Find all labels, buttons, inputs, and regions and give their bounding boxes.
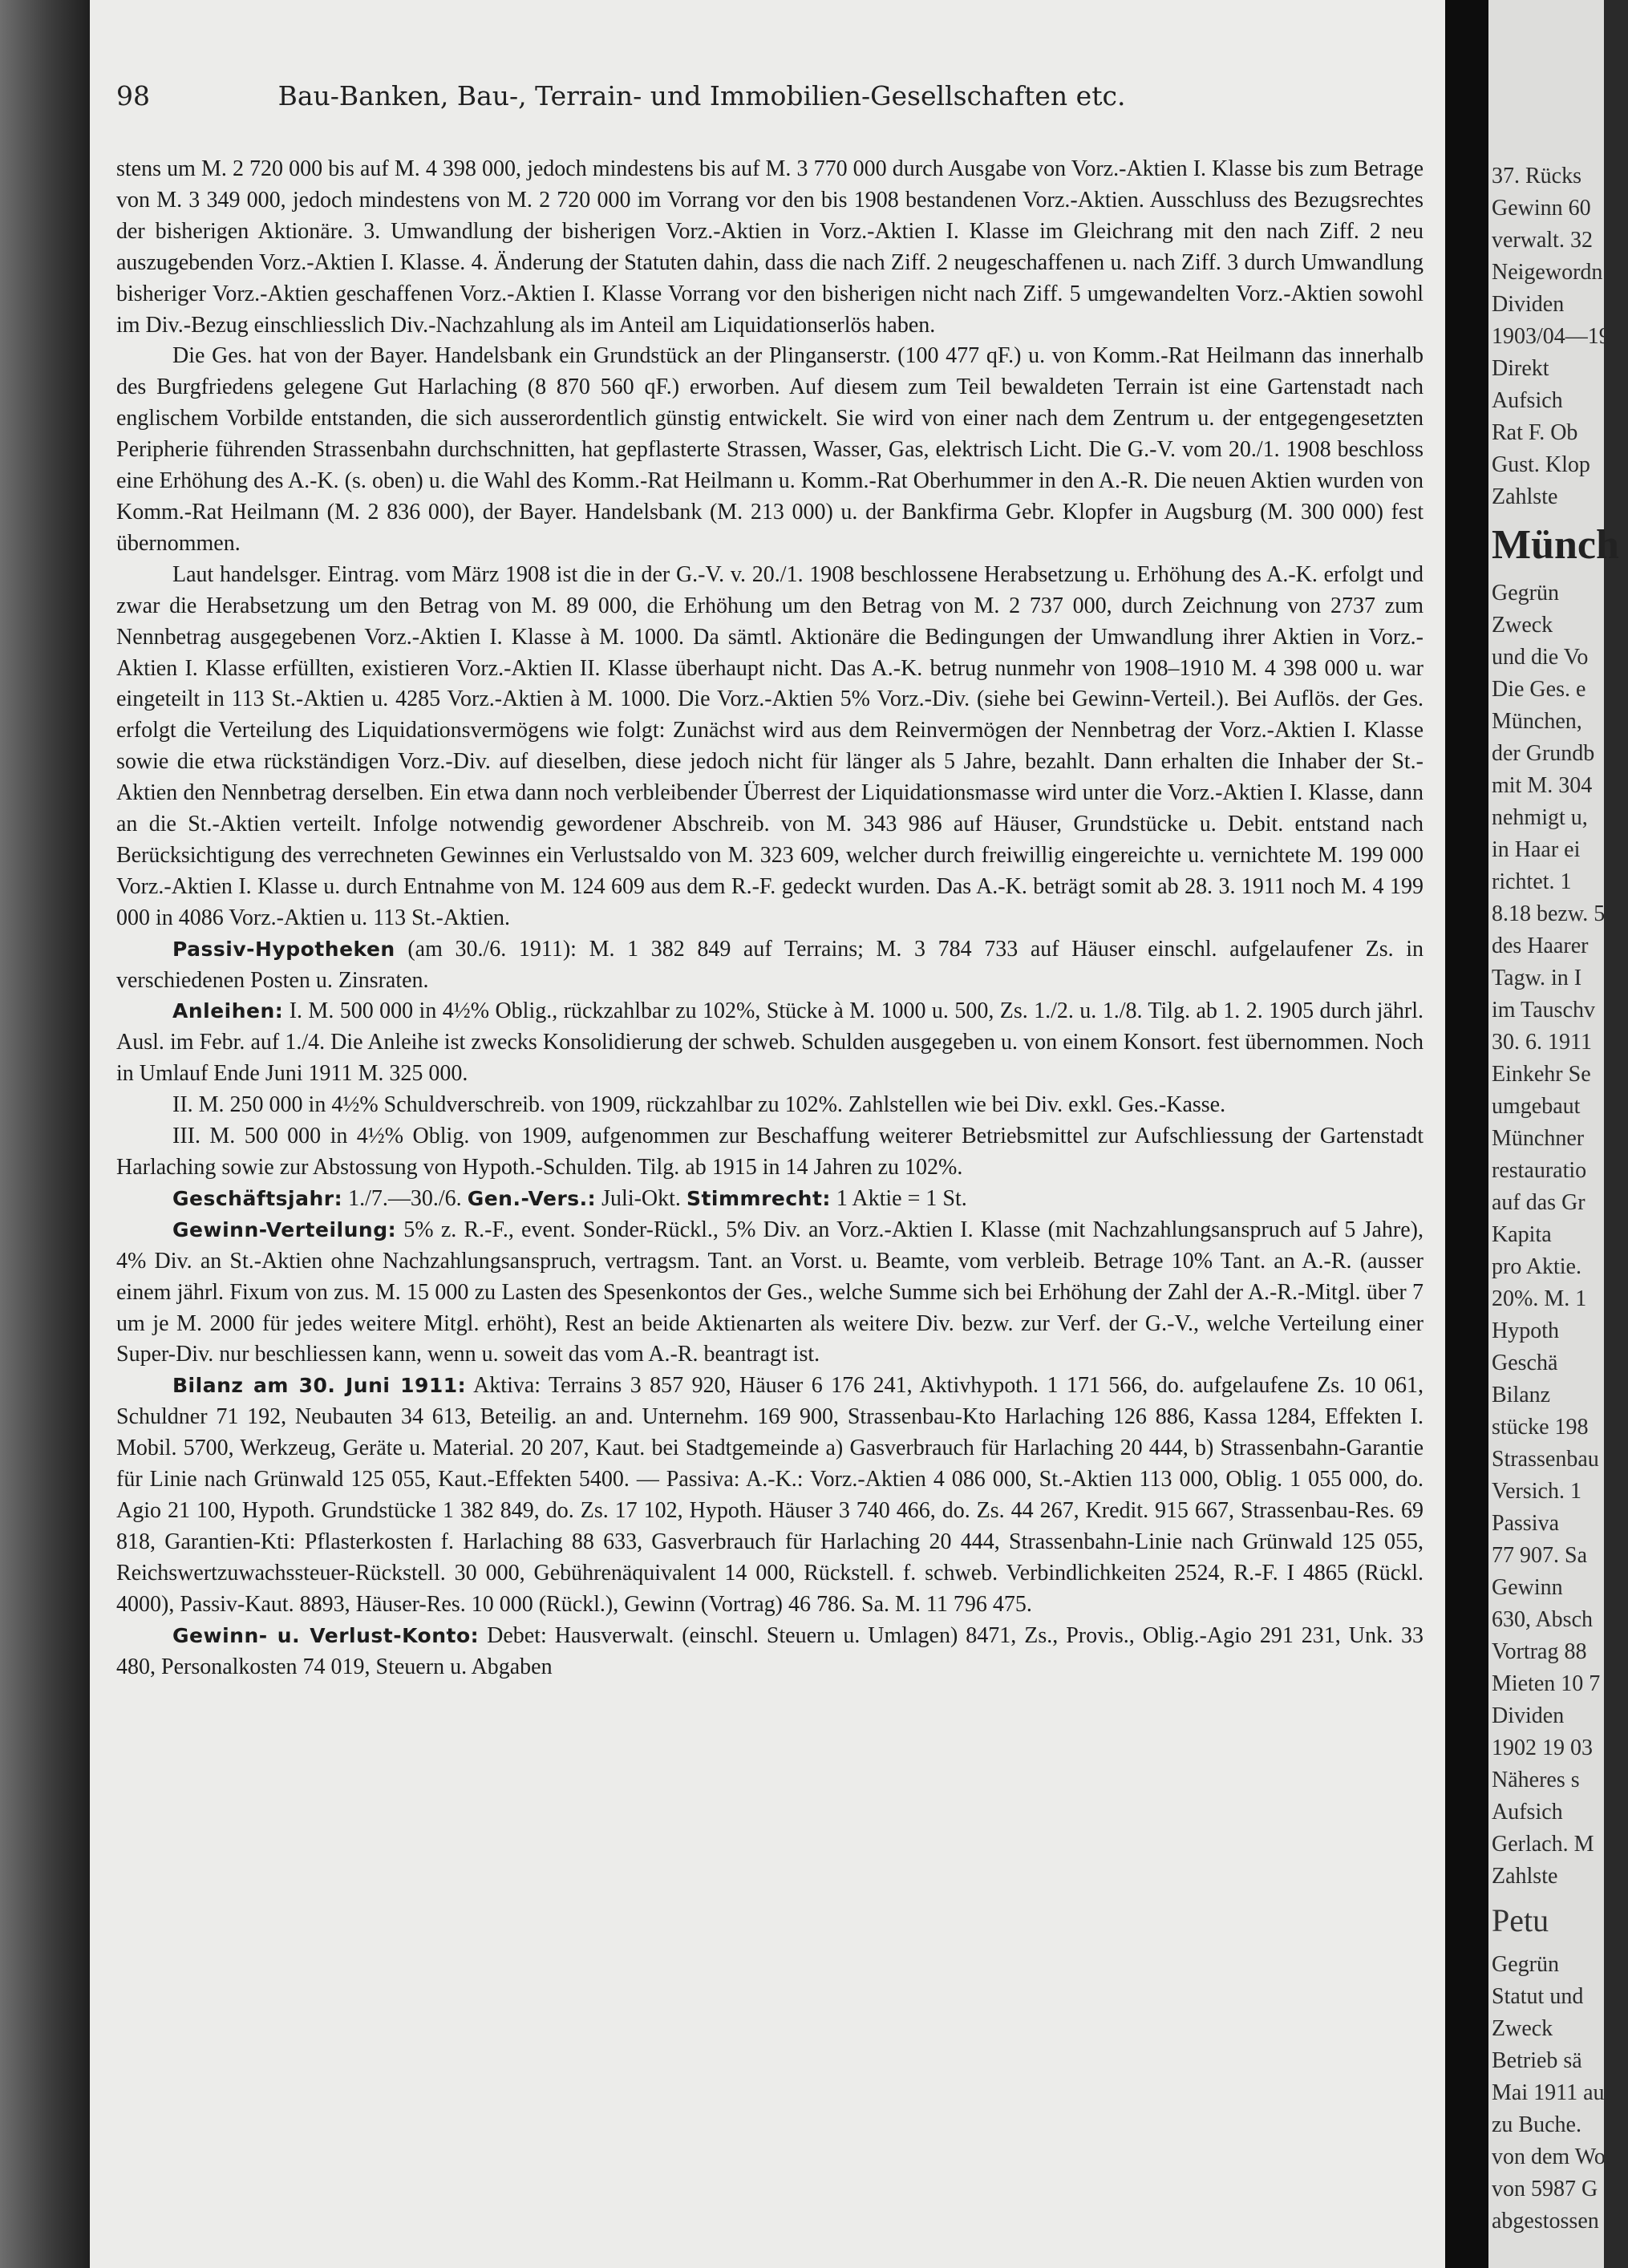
paragraph bbox=[116, 1621, 1423, 1683]
adjacent-page-line: Aufsich bbox=[1492, 388, 1563, 413]
section-keyword: Geschäftsjahr: bbox=[172, 1186, 343, 1210]
adjacent-page-line: pro Aktie. bbox=[1492, 1254, 1581, 1279]
paragraph bbox=[116, 154, 1423, 341]
adjacent-page-line: Zahlste bbox=[1492, 484, 1558, 509]
paragraph-text: 5% z. R.-F., event. Sonder-Rückl., 5% Div. an Vorz.-Aktien I. Klasse (mit Nachzahlungsanspruch auf 5 Jahre), 4% Div. an St.-Aktien ohne Nachzahlungsanspruch, vertragsm. Tant. an Vorst. u. Beamte, vom verbleib. Betrage 10% Tant. an A.-R. (ausser einem jährl. Fixum von zus. M. 15 000 zu Lasten des Spesenkontos der Ges., welche Summe sich bei Erhöhung der Zahl der A.-R.-Mitgl. über 7 um je M. 2000 für jedes weitere Mitgl. erhöht), Rest an beide Aktienarten als weitere Div. bezw. zur Verf. der G.-V., welche Verteilung einer Super-Div. nur beschliessen kann, wenn u. soweit das vom A.-R. beantragt ist. bbox=[116, 1217, 1423, 1367]
adjacent-page-line: 37. Rücks bbox=[1492, 164, 1581, 188]
paragraph-text: stens um M. 2 720 000 bis auf M. 4 398 000, jedoch mindestens bis auf M. 3 770 000 durch Ausgabe von Vorz.-Aktien I. Klasse bis zum Betrage von M. 3 349 000, jedoch mindestens von M. 2 720 000 im Vorrang vor den bis 1908 bestandenen Vorz.-Aktien. Ausschluss des Bezugsrechtes der bisherigen Aktionäre. 3. Umwandlung der bisherigen Vorz.-Aktien in Vorz.-Aktien I. Klasse im Gleichrang mit den nach Ziff. 2 neu auszugebenden Vorz.-Aktien I. Klasse. 4. Änderung der Statuten dahin, dass die nach Ziff. 2 neugeschaffenen u. nach Ziff. 3 durch Umwandlung bisheriger Vorz.-Aktien geschaffenen Vorz.-Aktien I. Klasse Vorrang vor den bisherigen nicht nach Ziff. 5 umgewandelten Vorz.-Aktien sowohl im Div.-Bezug einschliesslich Div.-Nachzahlung als im Anteil am Liquidationserlös haben. bbox=[116, 156, 1423, 338]
adjacent-page-line: von 5987 G bbox=[1492, 2177, 1598, 2201]
adjacent-page-line: Münch bbox=[1492, 522, 1619, 568]
paragraph bbox=[116, 1215, 1423, 1371]
adjacent-page-line: Näheres s bbox=[1492, 1768, 1580, 1792]
adjacent-page-line: Strassenbau bbox=[1492, 1447, 1599, 1472]
adjacent-page-line: Hypoth bbox=[1492, 1318, 1559, 1343]
adjacent-page-line: restauratio bbox=[1492, 1158, 1587, 1183]
paragraph-text: 1./7.—30./6. bbox=[342, 1185, 468, 1211]
adjacent-page-line: verwalt. 32 bbox=[1492, 228, 1593, 253]
paragraph bbox=[116, 996, 1423, 1090]
adjacent-page-line: Einkehr Se bbox=[1492, 1062, 1591, 1087]
paragraph-text: 1 Aktie = 1 St. bbox=[830, 1185, 967, 1211]
adjacent-page-line: im Tauschv bbox=[1492, 998, 1595, 1023]
adjacent-page-line: 20%. M. 1 bbox=[1492, 1286, 1587, 1311]
running-title: Bau-Banken, Bau-, Terrain- und Immobilien-Gesellschaften etc. bbox=[277, 80, 1126, 111]
section-keyword: Passiv-Hypotheken bbox=[172, 937, 395, 961]
adjacent-page-line: Mai 1911 au bbox=[1492, 2080, 1605, 2105]
book-spine-edge bbox=[0, 0, 90, 2268]
adjacent-page-line: Gerlach. M bbox=[1492, 1832, 1594, 1857]
adjacent-page-line: Gewinn 60 bbox=[1492, 196, 1591, 221]
adjacent-page-line: Gust. Klop bbox=[1492, 452, 1590, 477]
running-head bbox=[116, 80, 1287, 120]
adjacent-page-line: Betrieb sä bbox=[1492, 2048, 1582, 2073]
section-keyword: Gen.-Vers.: bbox=[467, 1186, 597, 1210]
paragraph-text: (am 30./6. 1911): M. 1 382 849 auf Terrains; M. 3 784 733 auf Häuser einschl. aufgelaufener Zs. in verschiedenen Posten u. Zinsraten. bbox=[116, 936, 1423, 993]
section-keyword: Stimmrecht: bbox=[686, 1186, 831, 1210]
adjacent-page-line: mit M. 304 bbox=[1492, 773, 1593, 798]
section-keyword: Gewinn- u. Verlust-Konto: bbox=[172, 1623, 480, 1647]
adjacent-page-line: Gegrün bbox=[1492, 1952, 1559, 1977]
adjacent-page-line: Neigewordn bbox=[1492, 260, 1603, 285]
section-keyword: Gewinn-Verteilung: bbox=[172, 1217, 397, 1241]
adjacent-page-line: Zweck bbox=[1492, 2016, 1553, 2041]
adjacent-page-line: Vortrag 88 bbox=[1492, 1639, 1587, 1664]
adjacent-page-line: der Grundb bbox=[1492, 741, 1595, 766]
adjacent-page-line: Dividen bbox=[1492, 292, 1565, 317]
adjacent-page bbox=[1488, 0, 1619, 2268]
adjacent-page-line: Zahlste bbox=[1492, 1864, 1558, 1889]
adjacent-page-line: Direkt bbox=[1492, 356, 1549, 381]
adjacent-page-line: Passiva bbox=[1492, 1511, 1559, 1536]
paragraph-text: Debet: Hausverwalt. (einschl. Steuern u. Umlagen) 8471, Zs., Provis., Oblig.-Agio 291 231, Unk. 33 480, Personalkosten 74 019, Steuern u. Abgaben bbox=[116, 1622, 1423, 1679]
paragraph bbox=[116, 560, 1423, 934]
section-keyword: Anleihen: bbox=[172, 999, 284, 1023]
adjacent-page-line: zu Buche. bbox=[1492, 2112, 1581, 2137]
paragraph bbox=[116, 1184, 1423, 1215]
adjacent-page-line: 630, Absch bbox=[1492, 1607, 1593, 1632]
adjacent-page-line: Geschä bbox=[1492, 1351, 1558, 1375]
section-keyword: Bilanz am 30. Juni 1911: bbox=[172, 1374, 467, 1398]
adjacent-page-line: nehmigt u, bbox=[1492, 805, 1588, 830]
adjacent-page-fragments bbox=[1492, 160, 1628, 2238]
adjacent-page-line: richtet. 1 bbox=[1492, 869, 1572, 894]
adjacent-page-line: 77 907. Sa bbox=[1492, 1543, 1587, 1568]
adjacent-page-line: stücke 198 bbox=[1492, 1415, 1589, 1440]
adjacent-page-line: Versich. 1 bbox=[1492, 1479, 1581, 1504]
adjacent-page-line: und die Vo bbox=[1492, 645, 1589, 670]
page-number: 98 bbox=[116, 80, 150, 111]
adjacent-page-line: Zweck bbox=[1492, 613, 1553, 638]
adjacent-page-line: Bilanz bbox=[1492, 1383, 1551, 1407]
paragraph-text: Laut handelsger. Eintrag. vom März 1908 ist die in der G.-V. v. 20./1. 1908 beschlossene Herabsetzung u. Erhöhung des A.-K. erfolgt und zwar die Herabsetzung um den Betrag von M. 89 000, die Erhöhung um den Betrag von M. 2 737 000, durch Zeichnung von 2737 zum Nennbetrag ausgegebenen Vorz.-Aktien I. Klasse à M. 1000. Da sämtl. Aktionäre die Bedingungen der Umwandlung ihrer Aktien in Vorz.-Aktien I. Klasse erfüllten, existieren Vorz.-Aktien II. Klasse überhaupt nicht. Das A.-K. betrug nunmehr von 1908–1910 M. 4 398 000 u. war eingeteilt in 113 St.-Aktien u. 4285 Vorz.-Aktien à M. 1000. Die Vorz.-Aktien 5% Vorz.-Div. (siehe bei Gewinn-Verteil.). Bei Auflös. der Ges. erfolgt die Verteilung des Liquidationsvermögens wie folgt: Zunächst wird aus dem Reinvermögen der Nennbetrag der Vorz.-Aktien I. Klasse sowie die etwa rückständigen Vorz.-Div. auf dieselben, diese jedoch nicht für länger als 5 Jahre, bezahlt. Dann erhalten die Inhaber der St.-Aktien den Nennbetrag derselben. Ein etwa dann noch verbleibender Überrest der Liquidationsmasse wird unter die Vorz.-Aktien I. Klasse, dann an die St.-Aktien verteilt. Infolge notwendig gewordener Abschreib. von M. 343 986 auf Häuser, Grundstücke u. Debit. entstand nach Berücksichtigung des verrechneten Gewinnes ein Verlustsaldo von M. 323 609, welcher durch freiwillig eingereichte u. vernichtete M. 199 000 Vorz.-Aktien I. Klasse u. durch Entnahme von M. 124 609 aus dem R.-F. gedeckt wurden. Das A.-K. beträgt somit ab 28. 3. 1911 noch M. 4 199 000 in 4086 Vorz.-Aktien u. 113 St.-Aktien. bbox=[116, 561, 1423, 930]
adjacent-page-line: Kapita bbox=[1492, 1222, 1552, 1247]
adjacent-page-line: Gewinn bbox=[1492, 1575, 1563, 1600]
paragraph-text: Aktiva: Terrains 3 857 920, Häuser 6 176 241, Aktivhypoth. 1 171 566, do. aufgelaufene Zs. 10 061, Schuldner 71 192, Neubauten 34 613, Beteilig. an and. Unternehm. 169 900, Strassenbau-Kto Harlaching 126 886, Kassa 1284, Effekten I. Mobil. 5700, Werkzeug, Geräte u. Material. 20 207, Kaut. bei Stadtgemeinde a) Gasverbrauch für Harlaching 20 444, b) Strassenbahn-Garantie für Linie nach Grünwald 125 055, Kaut.-Effekten 5400. — Passiva: A.-K.: Vorz.-Aktien 4 086 000, St.-Aktien 113 000, Oblig. 1 055 000, do. Agio 21 100, Hypoth. Grundstücke 1 382 849, do. Zs. 17 102, Hypoth. Häuser 3 740 466, do. Zs. 44 267, Kredit. 915 667, Strassenbau-Res. 69 818, Garantien-Kti: Pflasterkosten f. Harlaching 88 633, Gasverbrauch für Harlaching 20 444, Strassenbahn-Linie nach Grünwald 125 055, Reichswertzuwachssteuer-Rückstell. 30 000, Gebührenäquivalent 14 000, Rückstell. f. schweb. Verbindlichkeiten 2524, R.-F. I 4865 (Rückl. 4000), Passiv-Kaut. 8893, Häuser-Res. 10 000 (Rückl.), Gewinn (Vortrag) 46 786. Sa. M. 11 796 475. bbox=[116, 1373, 1423, 1617]
adjacent-page-line: Tagw. in I bbox=[1492, 966, 1582, 990]
paragraph-text: I. M. 500 000 in 4½% Oblig., rückzahlbar zu 102%, Stücke à M. 1000 u. 500, Zs. 1./2. u. 1./8. Tilg. ab 1. 2. 1905 durch jährl. Ausl. im Febr. auf 1./4. Die Anleihe ist zwecks Konsolidierung der schweb. Schulden ausgegeben u. von einem Konsort. fest übernommen. Noch in Umlauf Ende Juni 1911 M. 325 000. bbox=[116, 998, 1423, 1087]
paragraph-text: Die Ges. hat von der Bayer. Handelsbank ein Grundstück an der Plinganserstr. (100 477 qF.) u. von Komm.-Rat Heilmann das innerhalb des Burgfriedens gelegene Gut Harlaching (8 870 560 qF.) erworben. Auf diesem zum Teil bewaldeten Terrain ist eine Gartenstadt nach englischem Vorbilde entstanden, die sich ausserordentlich günstig entwickelt. Sie wird von einer nach dem Zentrum u. der entgegengesetzten Peripherie führenden Strassenbahn durchschnitten, hat gepflasterte Strassen, Wasser, Gas, elektrisch Licht. Die G.-V. vom 20./1. 1908 beschloss eine Erhöhung des A.-K. (s. oben) u. die Wahl des Komm.-Rat Heilmann u. Komm.-Rat Oberhummer in den A.-R. Die neuen Aktien wurden von Komm.-Rat Heilmann (M. 2 836 000), der Bayer. Handelsbank (M. 213 000) u. der Bankfirma Gebr. Klopfer in Augsburg (M. 300 000) fest übernommen. bbox=[116, 343, 1423, 556]
adjacent-page-line: umgebaut bbox=[1492, 1094, 1581, 1119]
book-gutter bbox=[1445, 0, 1488, 2268]
adjacent-page-line: 8.18 bezw. 5 bbox=[1492, 901, 1606, 926]
adjacent-page-line: in Haar ei bbox=[1492, 837, 1581, 862]
paragraph-text: Juli-Okt. bbox=[596, 1185, 686, 1211]
paragraph bbox=[116, 1090, 1423, 1121]
adjacent-page-line: Dividen bbox=[1492, 1703, 1565, 1728]
adjacent-page-line: München, bbox=[1492, 709, 1582, 734]
adjacent-page-line: abgestossen bbox=[1492, 2209, 1599, 2234]
adjacent-page-line: 30. 6. 1911 bbox=[1492, 1030, 1592, 1055]
adjacent-page-line: 1903/04—19 bbox=[1492, 324, 1610, 349]
adjacent-page-line: Münchner bbox=[1492, 1126, 1585, 1151]
paragraph-text: III. M. 500 000 in 4½% Oblig. von 1909, aufgenommen zur Beschaffung weiterer Betriebsmittel zur Aufschliessung der Gartenstadt Harlaching sowie zur Abstossung von Hypoth.-Schulden. Tilg. ab 1915 in 14 Jahren zu 102%. bbox=[116, 1124, 1423, 1180]
adjacent-page-line: von dem Wo bbox=[1492, 2144, 1606, 2169]
adjacent-page-line: 1902 19 03 bbox=[1492, 1735, 1593, 1760]
adjacent-page-line: Die Ges. e bbox=[1492, 677, 1586, 702]
adjacent-page-line: Aufsich bbox=[1492, 1800, 1563, 1825]
adjacent-page-line: des Haarer bbox=[1492, 934, 1589, 958]
adjacent-page-line: Statut und bbox=[1492, 1984, 1584, 2009]
paragraph-text: II. M. 250 000 in 4½% Schuldverschreib. von 1909, rückzahlbar zu 102%. Zahlstellen wie bei Div. exkl. Ges.-Kasse. bbox=[172, 1092, 1226, 1118]
paragraph bbox=[116, 1121, 1423, 1184]
adjacent-page-line: Mieten 10 7 bbox=[1492, 1671, 1601, 1696]
body-text bbox=[116, 154, 1423, 1683]
adjacent-page-line: Gegrün bbox=[1492, 581, 1559, 605]
adjacent-page-line: auf das Gr bbox=[1492, 1190, 1585, 1215]
paragraph bbox=[116, 934, 1423, 997]
paragraph bbox=[116, 1371, 1423, 1620]
adjacent-page-line: Rat F. Ob bbox=[1492, 420, 1578, 445]
adjacent-page-line: Petu bbox=[1492, 1902, 1549, 1938]
paragraph bbox=[116, 341, 1423, 559]
